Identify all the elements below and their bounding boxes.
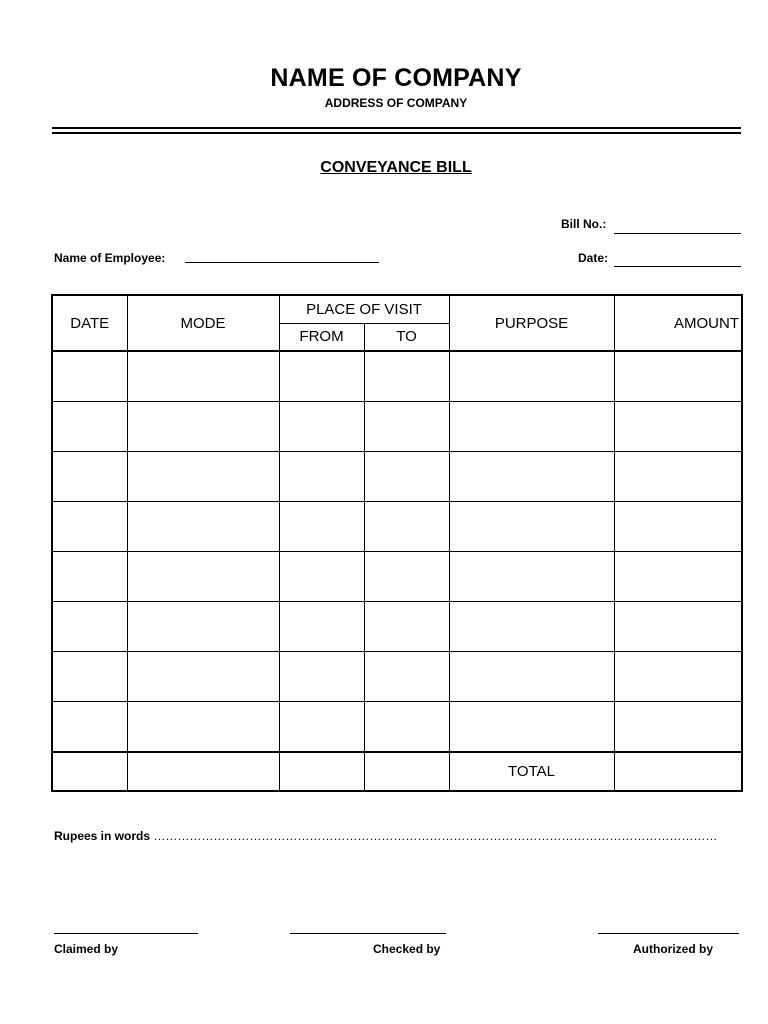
- date-label: Date:: [578, 251, 609, 265]
- mode-cell[interactable]: [127, 702, 279, 753]
- date-cell[interactable]: [52, 402, 127, 452]
- to-cell[interactable]: [364, 552, 449, 602]
- amount-cell[interactable]: [614, 502, 742, 552]
- authorized-by-signature-line[interactable]: [598, 933, 739, 934]
- purpose-cell[interactable]: [449, 502, 614, 552]
- purpose-cell[interactable]: [449, 652, 614, 702]
- mode-cell[interactable]: [127, 502, 279, 552]
- conveyance-table: [51, 294, 743, 792]
- header-divider-top: [52, 127, 741, 129]
- from-cell[interactable]: [279, 552, 364, 602]
- total-cell[interactable]: [364, 752, 449, 791]
- total-row: [52, 752, 742, 791]
- purpose-cell[interactable]: [449, 602, 614, 652]
- to-cell[interactable]: [364, 652, 449, 702]
- purpose-cell[interactable]: [449, 452, 614, 502]
- mode-cell[interactable]: [127, 602, 279, 652]
- table-row: [52, 502, 742, 552]
- bill-no-label: Bill No.:: [561, 217, 607, 231]
- from-cell[interactable]: [279, 602, 364, 652]
- form-title: CONVEYANCE BILL: [320, 159, 472, 176]
- mode-cell[interactable]: [127, 402, 279, 452]
- company-address: ADDRESS OF COMPANY: [324, 96, 468, 110]
- mode-cell[interactable]: [127, 351, 279, 402]
- amount-cell[interactable]: [614, 652, 742, 702]
- date-field[interactable]: [614, 266, 741, 267]
- header-place-of-visit: PLACE OF VISIT: [279, 295, 449, 323]
- amount-cell[interactable]: [614, 602, 742, 652]
- amount-cell[interactable]: [614, 552, 742, 602]
- date-cell[interactable]: [52, 552, 127, 602]
- rupees-in-words: [54, 829, 717, 843]
- header-from: FROM: [279, 323, 364, 351]
- rupees-in-words-field[interactable]: ……………………………………………………………………………………………………………………………: [153, 829, 718, 843]
- header-purpose: PURPOSE: [449, 295, 614, 351]
- table-row: [52, 402, 742, 452]
- amount-cell[interactable]: [614, 351, 742, 402]
- mode-cell[interactable]: [127, 652, 279, 702]
- date-cell[interactable]: [52, 452, 127, 502]
- from-cell[interactable]: [279, 702, 364, 753]
- company-name: NAME OF COMPANY: [270, 64, 522, 92]
- rupees-in-words-label: Rupees in words: [54, 829, 151, 843]
- employee-name-label: Name of Employee:: [54, 251, 166, 265]
- from-cell[interactable]: [279, 502, 364, 552]
- table-row: [52, 552, 742, 602]
- total-amount-cell[interactable]: [614, 752, 742, 791]
- from-cell[interactable]: [279, 402, 364, 452]
- mode-cell[interactable]: [127, 452, 279, 502]
- date-cell[interactable]: [52, 652, 127, 702]
- checked-by-signature-line[interactable]: [290, 933, 446, 934]
- header-to: TO: [364, 323, 449, 351]
- header-amount: AMOUNT: [614, 295, 742, 351]
- total-cell[interactable]: [279, 752, 364, 791]
- total-label: TOTAL: [449, 752, 614, 791]
- date-cell[interactable]: [52, 702, 127, 753]
- mode-cell[interactable]: [127, 552, 279, 602]
- amount-cell[interactable]: [614, 452, 742, 502]
- to-cell[interactable]: [364, 452, 449, 502]
- claimed-by-signature-line[interactable]: [54, 933, 198, 934]
- date-cell[interactable]: [52, 602, 127, 652]
- table-body: [52, 351, 742, 791]
- authorized-by-label: Authorized by: [633, 942, 713, 956]
- employee-name-field[interactable]: [185, 262, 379, 263]
- from-cell[interactable]: [279, 452, 364, 502]
- checked-by-label: Checked by: [373, 942, 441, 956]
- to-cell[interactable]: [364, 351, 449, 402]
- total-cell[interactable]: [52, 752, 127, 791]
- table-row: [52, 452, 742, 502]
- to-cell[interactable]: [364, 602, 449, 652]
- to-cell[interactable]: [364, 402, 449, 452]
- table-row: [52, 652, 742, 702]
- header-divider-bottom: [52, 132, 741, 134]
- bill-no-field[interactable]: [614, 233, 741, 234]
- purpose-cell[interactable]: [449, 402, 614, 452]
- total-cell[interactable]: [127, 752, 279, 791]
- to-cell[interactable]: [364, 702, 449, 753]
- table-row: [52, 351, 742, 402]
- date-cell[interactable]: [52, 351, 127, 402]
- date-cell[interactable]: [52, 502, 127, 552]
- purpose-cell[interactable]: [449, 702, 614, 753]
- purpose-cell[interactable]: [449, 552, 614, 602]
- from-cell[interactable]: [279, 652, 364, 702]
- table-row: [52, 602, 742, 652]
- header-mode: MODE: [127, 295, 279, 351]
- claimed-by-label: Claimed by: [54, 942, 119, 956]
- amount-cell[interactable]: [614, 402, 742, 452]
- amount-cell[interactable]: [614, 702, 742, 753]
- purpose-cell[interactable]: [449, 351, 614, 402]
- from-cell[interactable]: [279, 351, 364, 402]
- table-row: [52, 702, 742, 753]
- to-cell[interactable]: [364, 502, 449, 552]
- header-date: DATE: [52, 295, 127, 351]
